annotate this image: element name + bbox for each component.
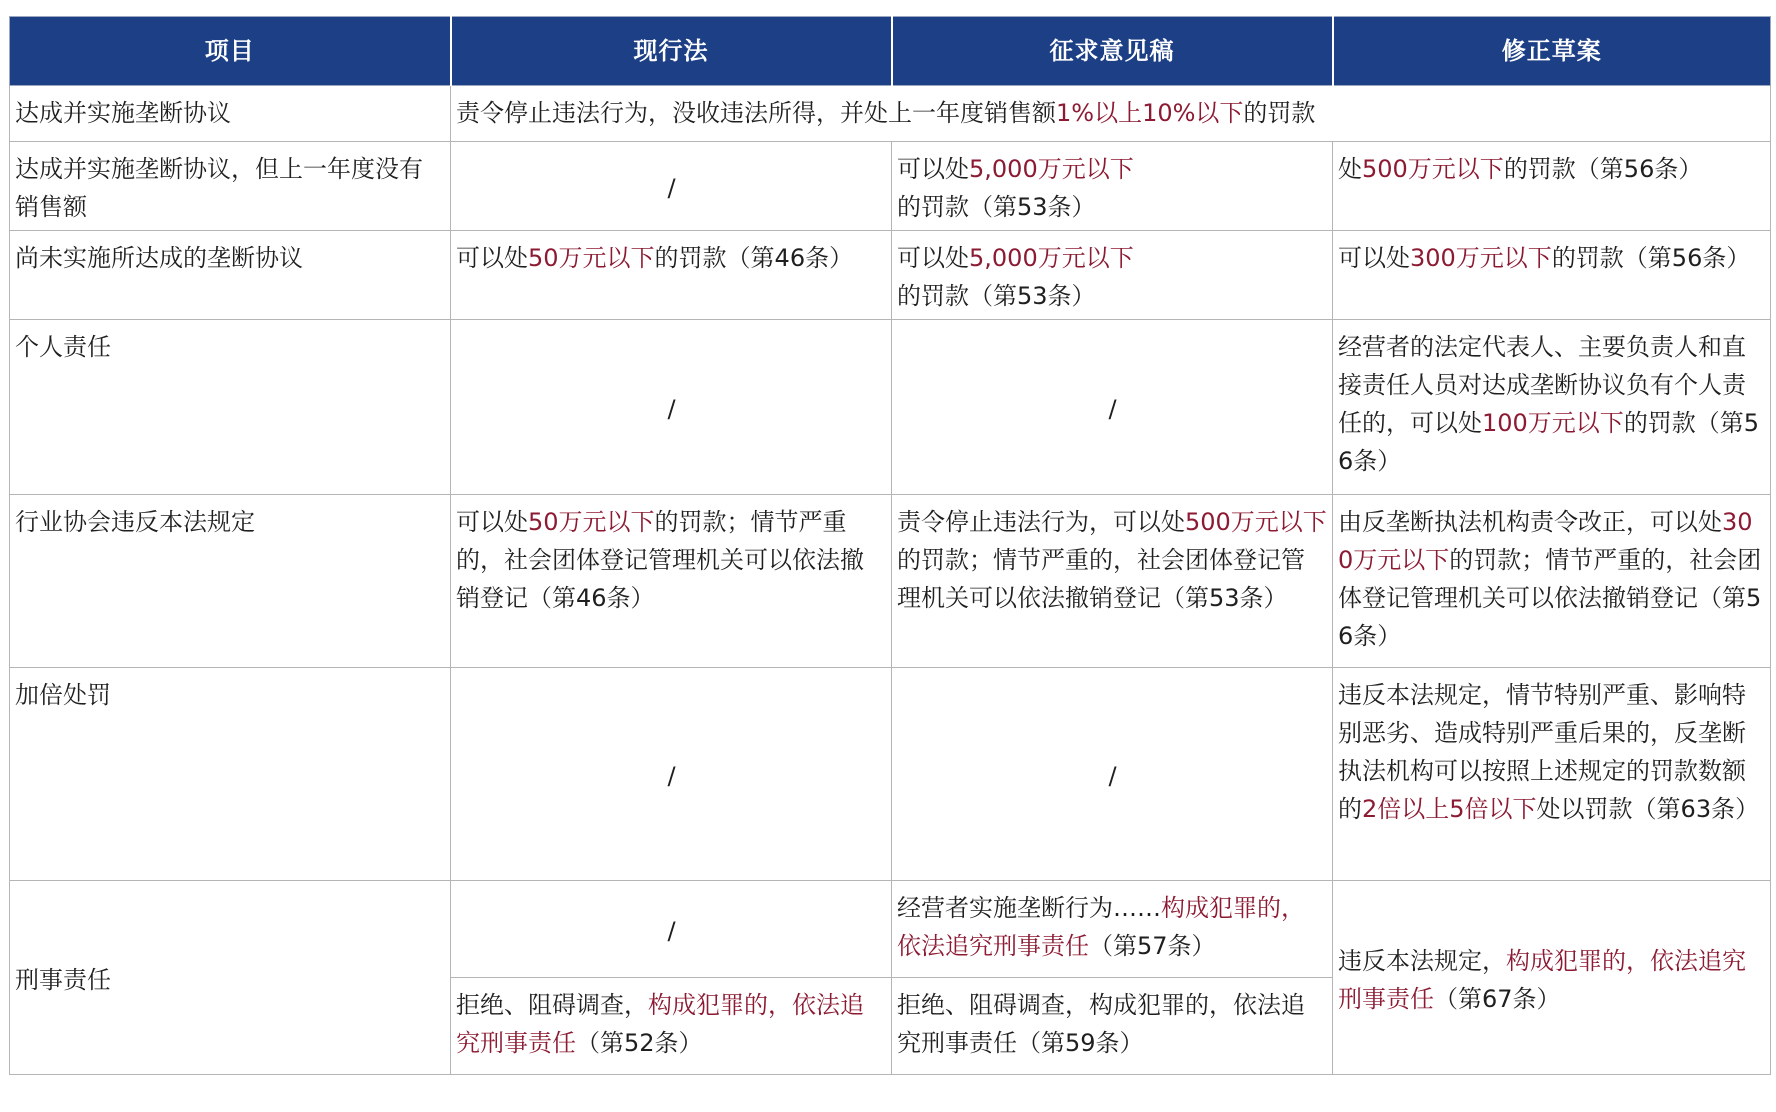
row-item: 达成并实施垄断协议，但上一年度没有销售额: [10, 142, 451, 231]
merged-cell: [451, 86, 1771, 142]
highlight-text: 100万元以下: [1482, 409, 1624, 437]
text-segment: 责令停止违法行为，没收违法所得，并处上一年度销售额: [456, 99, 1056, 127]
table-row: [10, 231, 1771, 320]
highlight-text: 50万元以下: [528, 508, 655, 536]
table-row: [10, 668, 1771, 881]
text-segment: 的罚款: [1243, 99, 1316, 127]
row-item: 行业协会违反本法规定: [10, 495, 451, 668]
text-segment: （第57条）: [1089, 932, 1216, 960]
current-law-cell: /: [451, 881, 892, 978]
highlight-text: 500万元以下: [1362, 155, 1504, 183]
table-row: [10, 495, 1771, 668]
highlight-text: 5,000万元以下: [969, 244, 1134, 272]
amend-cell: [1333, 320, 1771, 495]
current-law-cell: [451, 495, 892, 668]
text-segment: 处: [1338, 155, 1362, 183]
text-segment: 的罚款（第56条）: [1338, 409, 1760, 475]
text-segment: 拒绝、阻碍调查，: [456, 991, 648, 1019]
highlight-text: 50万元以下: [528, 244, 655, 272]
highlight-text: 1%以上10%以下: [1056, 99, 1244, 127]
amend-cell: [1333, 231, 1771, 320]
draft-cell: /: [892, 668, 1333, 881]
text-segment: 的罚款（第56条）: [1551, 244, 1751, 272]
text-segment: （第67条）: [1434, 984, 1561, 1013]
text-segment: 的罚款；情节严重的，社会团体登记管理机关可以依法撤销登记（第46条）: [456, 508, 864, 612]
table-row: [10, 142, 1771, 231]
text-segment: 可以处: [897, 244, 969, 272]
text-segment: （第52条）: [576, 1029, 703, 1057]
row-item: 刑事责任: [10, 881, 451, 1075]
amend-cell: [1333, 495, 1771, 668]
highlight-text: 5,000万元以下: [969, 155, 1134, 183]
text-segment: 由反垄断执法机构责令改正，可以处: [1338, 508, 1722, 536]
row-item: 个人责任: [10, 320, 451, 495]
draft-cell: [892, 142, 1333, 231]
text-segment: 可以处: [456, 244, 528, 272]
row-item: 加倍处罚: [10, 668, 451, 881]
text-segment: 违反本法规定，情节特别严重、影响特别恶劣、造成特别严重后果的，反垄断执法机构可以按照上述规定的罚款数额的: [1338, 681, 1746, 823]
text-segment: 可以处: [897, 155, 969, 183]
draft-cell: /: [892, 320, 1333, 495]
amend-cell: [1333, 668, 1771, 881]
highlight-text: 300万元以下: [1410, 244, 1552, 272]
table-row: [10, 881, 1771, 978]
text-segment: 责令停止违法行为，可以处: [897, 508, 1185, 536]
text-segment: 的罚款；情节严重的，社会团体登记管理机关可以依法撤销登记（第56条）: [1338, 546, 1762, 650]
highlight-text: 构成犯罪的，依法追究刑事责任: [456, 991, 864, 1057]
amend-cell: [1333, 142, 1771, 231]
comparison-table-container: [9, 16, 1770, 1075]
header-consultation-draft: 征求意见稿: [892, 17, 1333, 86]
current-law-cell: /: [451, 668, 892, 881]
table-header-row: [10, 17, 1771, 86]
draft-cell: 拒绝、阻碍调查，构成犯罪的，依法追究刑事责任（第59条）: [892, 978, 1333, 1075]
text-segment: 处以罚款（第63条）: [1536, 795, 1760, 823]
text-segment: 经营者的法定代表人、主要负责人和直接责任人员对达成垄断协议负有个人责任的，可以处: [1338, 333, 1746, 437]
highlight-text: 300万元以下: [1338, 508, 1753, 574]
table-row: [10, 320, 1771, 495]
draft-cell: [892, 231, 1333, 320]
header-amendment-draft: 修正草案: [1333, 17, 1771, 86]
highlight-text: 2倍以上5倍以下: [1362, 795, 1537, 823]
text-segment: 可以处: [456, 508, 528, 536]
header-current-law: 现行法: [451, 17, 892, 86]
current-law-cell: /: [451, 320, 892, 495]
row-item: 达成并实施垄断协议: [10, 86, 451, 142]
highlight-text: 构成犯罪的，依法追究刑事责任: [1338, 946, 1746, 1013]
text-segment: 的罚款（第53条）: [897, 282, 1096, 310]
row-item: 尚未实施所达成的垄断协议: [10, 231, 451, 320]
draft-cell: [892, 881, 1333, 978]
current-law-cell: /: [451, 142, 892, 231]
text-segment: 违反本法规定，: [1338, 946, 1506, 975]
text-segment: 经营者实施垄断行为……: [897, 894, 1161, 922]
highlight-text: 500万元以下: [1185, 508, 1327, 536]
header-item: 项目: [10, 17, 451, 86]
text-segment: 可以处: [1338, 244, 1410, 272]
current-law-cell: [451, 231, 892, 320]
amend-cell: [1333, 881, 1771, 1075]
current-law-cell: [451, 978, 892, 1075]
text-segment: 的罚款；情节严重的，社会团体登记管理机关可以依法撤销登记（第53条）: [897, 546, 1305, 612]
penalty-comparison-table: [9, 16, 1771, 1075]
highlight-text: 构成犯罪的，依法追究刑事责任: [897, 894, 1305, 960]
text-segment: 的罚款（第53条）: [897, 193, 1096, 221]
draft-cell: [892, 495, 1333, 668]
text-segment: 的罚款（第46条）: [654, 244, 854, 272]
table-row: [10, 86, 1771, 142]
text-segment: 的罚款（第56条）: [1503, 155, 1703, 183]
